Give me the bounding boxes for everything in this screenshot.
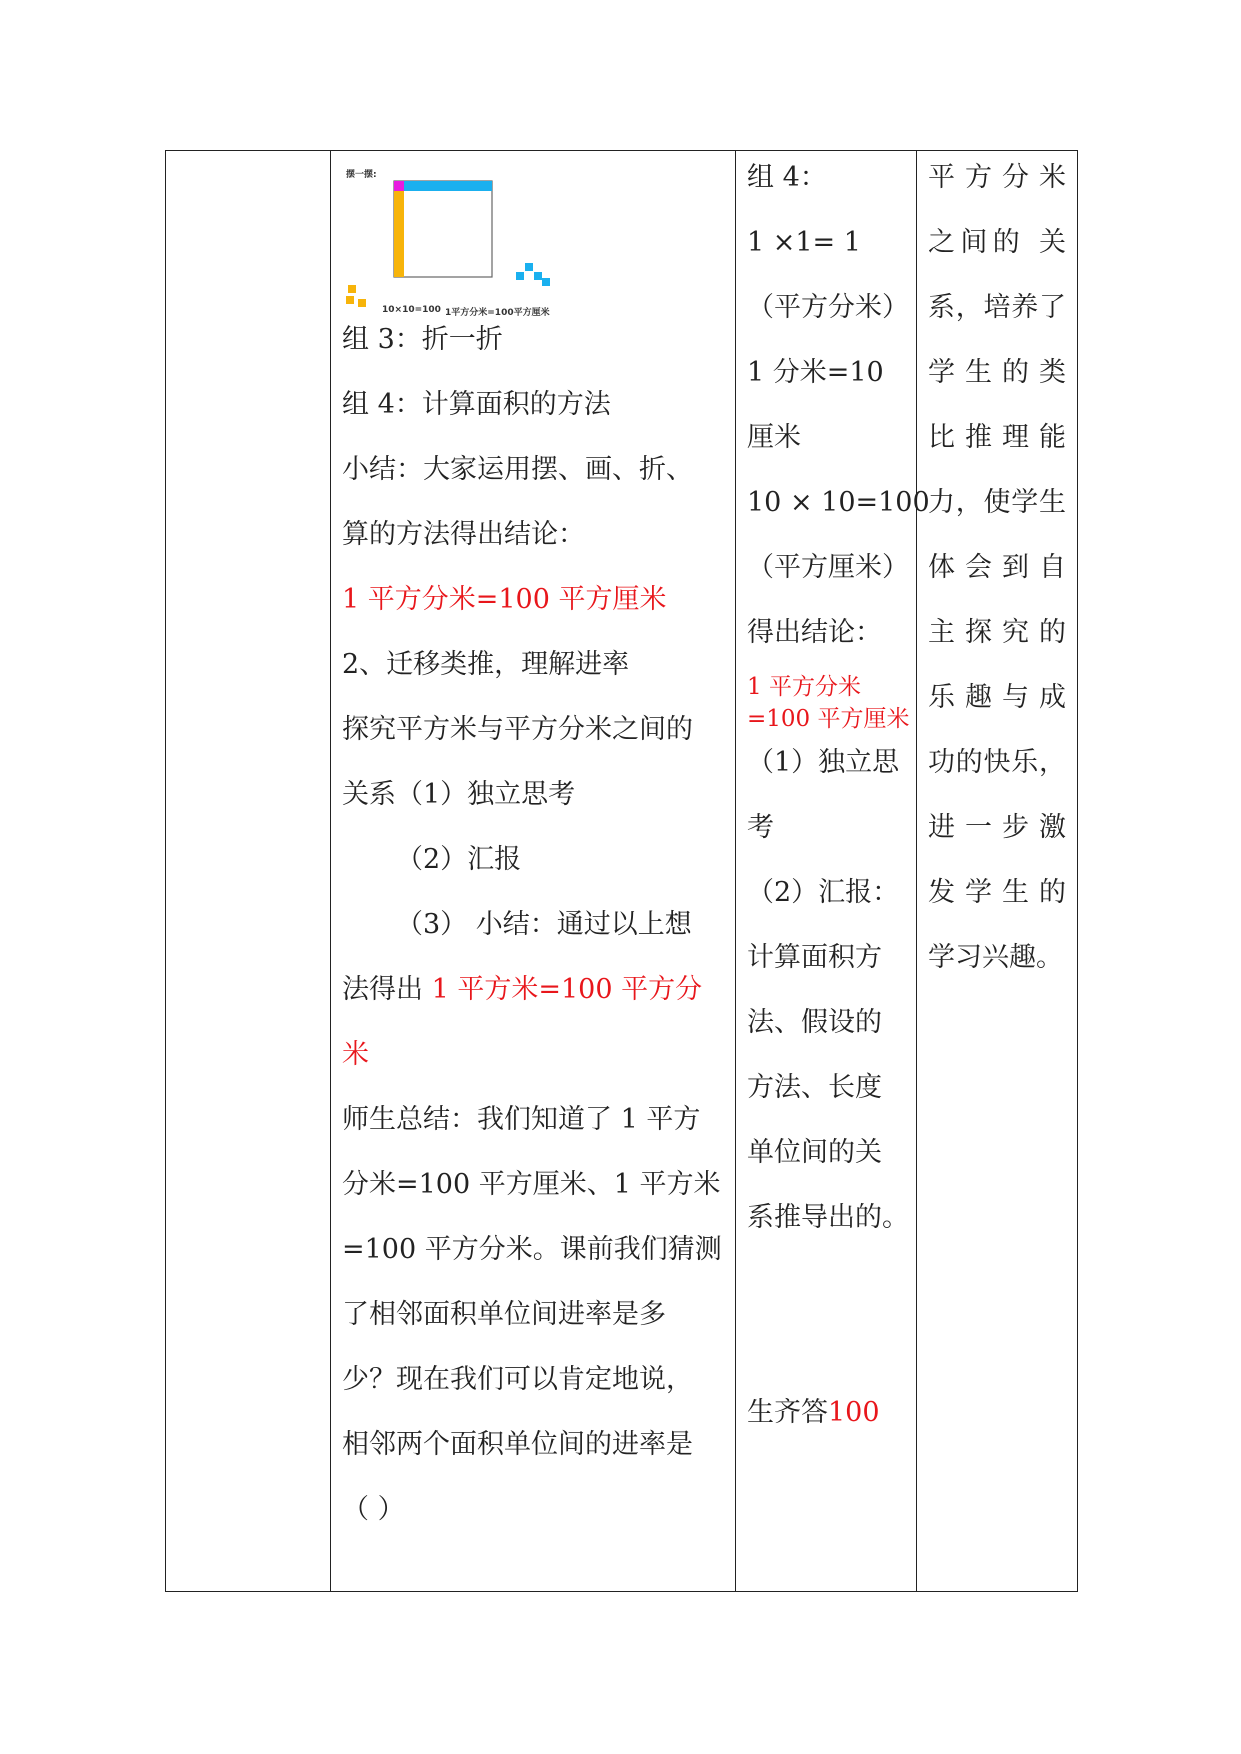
column-divider-3 — [916, 151, 917, 1591]
col3-line-18: 系推导出的。 — [747, 1202, 909, 1233]
large-square — [394, 181, 492, 277]
column-4-intent — [918, 151, 1077, 1591]
blue-loose-square — [516, 272, 524, 280]
column-1-empty — [166, 151, 330, 1591]
col3-line-11: （1）独立思 — [747, 747, 900, 778]
teacher-summary-4: 了相邻面积单位间进率是多 — [342, 1299, 666, 1330]
lesson-table — [165, 150, 1078, 1592]
square-decimeter-diagram — [342, 165, 577, 325]
group-4-text: 组 4：计算面积的方法 — [342, 389, 611, 420]
summary-3-line-2 — [342, 973, 702, 1007]
col4-line-5: 比推理能 — [928, 422, 1066, 453]
column-divider-1 — [330, 151, 331, 1591]
teacher-summary-6: 相邻两个面积单位间的进率是 — [342, 1429, 693, 1460]
col4-line-7: 体会到自 — [928, 552, 1066, 583]
figure-label: 摆一摆: — [346, 170, 377, 180]
blue-row-strip — [404, 181, 492, 191]
col3-line-15: 法、假设的 — [747, 1007, 882, 1038]
col3-conclusion-red-2: =100 平方厘米 — [747, 706, 910, 732]
explore-line-1: 探究平方米与平方分米之间的 — [342, 714, 693, 745]
report-line: （2）汇报 — [396, 844, 522, 875]
col3-line-5: 厘米 — [747, 422, 801, 453]
col3-line-12: 考 — [747, 812, 774, 843]
yellow-loose-square — [348, 285, 356, 293]
col4-line-8: 主探究的 — [928, 617, 1066, 648]
col4-line-9: 乐趣与成 — [928, 682, 1066, 713]
col4-line-10: 功的快乐， — [928, 747, 1066, 778]
col4-line-13: 学习兴趣。 — [928, 942, 1063, 973]
summary-line-1: 小结：大家运用摆、画、折、 — [342, 454, 693, 485]
col3-line-4: 1 分米=10 — [747, 357, 884, 388]
yellow-column-strip — [394, 191, 404, 277]
col4-line-11: 进一步激 — [928, 812, 1066, 843]
column-divider-2 — [735, 151, 736, 1591]
summary-3-red: 1 平方米=100 平方分 — [431, 974, 703, 1005]
column-3-student — [737, 151, 930, 1591]
summary-3-prefix: 法得出 — [342, 974, 423, 1005]
yellow-loose-square — [358, 299, 366, 307]
blue-loose-square — [525, 263, 533, 271]
col3-conclusion-red-1: 1 平方分米 — [747, 674, 861, 700]
section-2-heading: 2、迁移类推，理解进率 — [342, 649, 630, 680]
column-2-activities — [332, 151, 735, 1591]
conclusion-red: 1 平方分米=100 平方厘米 — [342, 584, 667, 615]
col4-line-3: 系，培养了 — [928, 292, 1066, 323]
col3-line-16: 方法、长度 — [747, 1072, 882, 1103]
col3-line-14: 计算面积方 — [747, 942, 882, 973]
col3-answer-red: 100 — [828, 1397, 880, 1428]
teacher-summary-5: 少？现在我们可以肯定地说， — [342, 1364, 693, 1395]
magenta-unit-square — [394, 181, 404, 191]
col3-line-8: 得出结论： — [747, 617, 882, 648]
col4-line-1: 平方分米 — [928, 162, 1066, 193]
explore-line-2: 关系（1）独立思考 — [342, 779, 576, 810]
group-3-text: 组 3：折一折 — [342, 324, 503, 355]
col3-line-17: 单位间的关 — [747, 1137, 882, 1168]
teacher-summary-2: 分米=100 平方厘米、1 平方米 — [342, 1169, 721, 1200]
col3-answer-line — [747, 1396, 880, 1430]
figure-equation-left: 10×10=100 — [382, 305, 441, 315]
yellow-loose-square — [346, 296, 354, 304]
col3-answer-prefix: 生齐答 — [747, 1397, 828, 1428]
teacher-summary-1: 师生总结：我们知道了 1 平方 — [342, 1104, 701, 1135]
col4-line-12: 发学生的 — [928, 877, 1066, 908]
col4-line-2: 之间的 关 — [928, 227, 1066, 258]
col3-line-1: 组 4： — [747, 162, 827, 193]
teacher-summary-7: （ ） — [342, 1494, 405, 1525]
col3-line-13: （2）汇报： — [747, 877, 900, 908]
summary-line-2: 算的方法得出结论： — [342, 519, 585, 550]
tiling-figure — [342, 165, 577, 325]
col4-line-4: 学生的类 — [928, 357, 1066, 388]
blue-loose-square — [534, 272, 542, 280]
col4-line-6: 力，使学生 — [928, 487, 1066, 518]
summary-3-line-3: 米 — [342, 1039, 369, 1070]
blue-loose-square — [542, 278, 550, 286]
figure-equation-right: 1平方分米=100平方厘米 — [445, 308, 550, 318]
col3-line-7: （平方厘米） — [747, 552, 909, 583]
col3-line-6: 10 × 10=100 — [747, 487, 930, 518]
col3-line-2: 1 ×1= 1 — [747, 227, 861, 258]
teacher-summary-3: =100 平方分米。课前我们猜测 — [342, 1234, 722, 1265]
col3-line-3: （平方分米） — [747, 292, 909, 323]
summary-3-line-1: （3） 小结：通过以上想 — [396, 909, 692, 940]
